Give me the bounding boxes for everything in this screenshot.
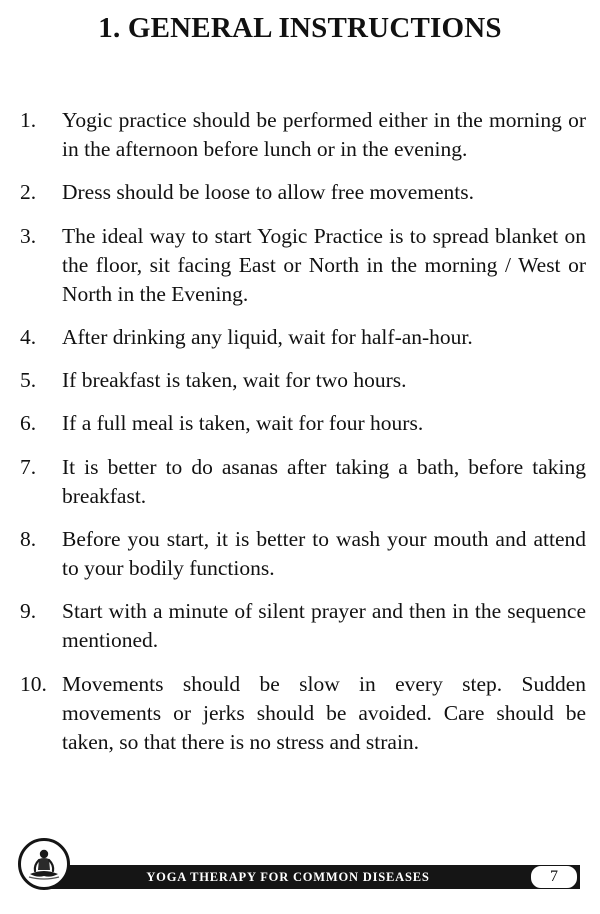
item-number: 9. <box>20 599 37 624</box>
item-text: Movements should be slow in every step. Sudden movements or jerks should be avoided. Care should be taken, so that there is no stress and strain. <box>62 671 586 754</box>
page-title: 1. GENERAL INSTRUCTIONS <box>98 12 502 44</box>
item-number: 3. <box>20 223 37 248</box>
item-number: 10. <box>20 671 47 696</box>
list-item <box>20 670 586 757</box>
item-number: 7. <box>20 454 37 479</box>
list-item <box>20 222 586 309</box>
item-text: Start with a minute of silent prayer and then in the sequence mentioned. <box>62 599 586 653</box>
meditating-figure-icon <box>21 841 67 887</box>
page-footer <box>18 838 582 890</box>
item-number: 5. <box>20 368 37 393</box>
item-number: 1. <box>20 108 37 132</box>
item-number: 4. <box>20 324 37 349</box>
list-item <box>20 323 586 352</box>
list-item <box>20 366 586 395</box>
item-number: 8. <box>20 527 37 552</box>
footer-book-title: YOGA THERAPY FOR COMMON DISEASES <box>146 870 430 884</box>
item-text: Before you start, it is better to wash your mouth and attend to your bodily functions. <box>62 527 586 581</box>
list-item <box>20 178 586 207</box>
page-number: 7 <box>530 865 578 889</box>
item-text: Yogic practice should be performed either in the morning or in the afternoon before lunch or in the evening. <box>62 108 586 161</box>
item-number: 6. <box>20 411 37 436</box>
list-item <box>20 597 586 655</box>
item-text: If breakfast is taken, wait for two hours. <box>62 368 407 393</box>
list-item <box>20 409 586 438</box>
meditating-figure-icon <box>18 838 70 890</box>
instruction-list <box>20 106 586 771</box>
item-text: If a full meal is taken, wait for four hours. <box>62 411 424 436</box>
list-item <box>20 106 586 164</box>
item-text: Dress should be loose to allow free movements. <box>62 180 474 205</box>
list-item <box>20 525 586 583</box>
item-text: The ideal way to start Yogic Practice is to spread blanket on the floor, sit facing East or North in the morning / West or North in the Evening. <box>62 223 586 306</box>
item-text: After drinking any liquid, wait for half-an-hour. <box>62 324 473 349</box>
list-item <box>20 453 586 511</box>
item-number: 2. <box>20 180 37 205</box>
item-text: It is better to do asanas after taking a bath, before taking breakfast. <box>62 454 586 508</box>
